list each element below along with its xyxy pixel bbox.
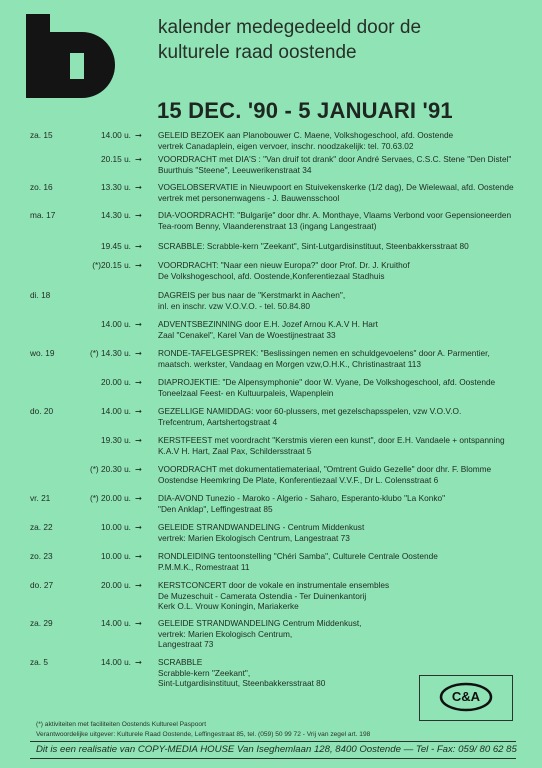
event-time: 14.30 u. xyxy=(101,210,131,220)
event-line: KERSTFEEST met voordracht "Kerstmis vieren een kunst", door E.H. Vandaele + ontspanning xyxy=(158,435,505,445)
event-description xyxy=(158,348,528,369)
event-line: VOORDRACHT met dokumentatiemateriaal, "Omtrent Guido Gezelle" door dhr. F. Blomme xyxy=(158,464,492,474)
event-line: ADVENTSBEZINNING door E.H. Jozef Arnou K.A.V H. Hart xyxy=(158,319,378,329)
event-description xyxy=(158,493,528,514)
event-line: Zaal "Cenakel", Karel Van de Woestijnestraat 33 xyxy=(158,329,336,340)
event-line: vertrek Canadaplein, eigen vervoer, inschr. noodzakelijk: tel. 70.63.02 xyxy=(158,140,414,151)
event-description xyxy=(158,241,528,252)
header-line-1: kalender medegedeeld door de xyxy=(158,17,422,38)
sponsor-box xyxy=(419,675,513,721)
arrow-icon: ➞ xyxy=(135,130,142,140)
event-time: (*) 20.00 u. xyxy=(89,493,131,503)
event-line: De Volkshogeschool, afd. Oostende,Konferentiezaal Stadhuis xyxy=(158,270,385,281)
event-time: 20.15 u. xyxy=(101,154,131,164)
event-time: 10.00 u. xyxy=(101,522,131,532)
event-line: GELEID BEZOEK aan Planobouwer C. Maene, Volkshogeschool, afd. Oostende xyxy=(158,130,454,140)
event-day: za. 5 xyxy=(30,657,48,667)
event-line: DIA-VOORDRACHT: "Bulgarije" door dhr. A. Monthaye, Vlaams Verbond voor Gepensioneerden xyxy=(158,210,512,220)
event-line: Trefcentrum, Aartshertogstraat 4 xyxy=(158,416,278,427)
event-day: wo. 19 xyxy=(30,348,55,358)
arrow-icon: ➞ xyxy=(135,406,142,416)
event-time: 14.00 u. xyxy=(101,657,131,667)
event-line: DAGREIS per bus naar de "Kerstmarkt in Aachen", xyxy=(158,290,346,300)
arrow-icon: ➞ xyxy=(135,580,142,590)
event-line: VOGELOBSERVATIE in Nieuwpoort en Stuivekenskerke (1/2 dag), De Wielewaal, afd. Oostende xyxy=(158,182,514,192)
event-day: do. 27 xyxy=(30,580,54,590)
event-day: zo. 23 xyxy=(30,551,53,561)
event-line: SCRABBLE xyxy=(158,657,203,667)
arrow-icon: ➞ xyxy=(135,210,142,220)
footer-text: Dit is een realisatie van COPY-MEDIA HOUSE Van Iseghemlaan 128, 8400 Oostende — Tel - Fax: 059/ 80 62 85 xyxy=(36,744,517,755)
event-description xyxy=(158,210,528,231)
arrow-icon: ➞ xyxy=(135,319,142,329)
event-line: RONDLEIDING tentoonstelling "Chéri Samba", Culturele Centrale Oostende xyxy=(158,551,438,561)
event-line: GELEIDE STRANDWANDELING - Centrum Middenkust xyxy=(158,522,365,532)
event-line: maatsch. werkster, Vandaag en Morgen vzw,O.H.K., Christinastraat 113 xyxy=(158,358,422,369)
arrow-icon: ➞ xyxy=(135,657,142,667)
event-line: K.A.V H. Hart, Zaal Pax, Schildersstraat 5 xyxy=(158,445,312,456)
event-line: RONDE-TAFELGESPREK: "Beslissingen nemen en schuldgevoelens" door A. Parmentier, xyxy=(158,348,490,358)
event-description xyxy=(158,154,528,175)
event-line: De Muzeschuit - Camerata Ostendia - Ter Duinenkantorij xyxy=(158,590,367,601)
arrow-icon: ➞ xyxy=(135,618,142,628)
event-time: (*) 20.30 u. xyxy=(89,464,131,474)
event-day: do. 20 xyxy=(30,406,54,416)
arrow-icon: ➞ xyxy=(135,493,142,503)
event-line: "Den Anklap", Leffingestraat 85 xyxy=(158,503,273,514)
event-time: 13.30 u. xyxy=(101,182,131,192)
header-line-2: kulturele raad oostende xyxy=(158,42,357,63)
event-line: VOORDRACHT: "Naar een nieuw Europa?" door Prof. Dr. J. Kruithof xyxy=(158,260,410,270)
event-line: GEZELLIGE NAMIDDAG: voor 60-plussers, met gezelschapsspelen, vzw V.O.V.O. xyxy=(158,406,462,416)
ca-logo-text: C&A xyxy=(451,689,481,704)
event-description xyxy=(158,182,528,203)
event-line: inl. en inschr. vzw V.O.V.O. - tel. 50.84.80 xyxy=(158,300,311,311)
event-line: Langestraat 73 xyxy=(158,639,214,650)
event-time: 14.00 u. xyxy=(101,406,131,416)
event-description xyxy=(158,406,528,427)
arrow-icon: ➞ xyxy=(135,241,142,251)
arrow-icon: ➞ xyxy=(135,435,142,445)
event-day: za. 22 xyxy=(30,522,53,532)
event-line: vertrek: Marien Ekologisch Centrum, Langestraat 73 xyxy=(158,532,350,543)
event-line: Toneelzaal Feest- en Kultuurpaleis, Wapenplein xyxy=(158,387,334,398)
event-line: KERSTCONCERT door de vokale en instrumentale ensembles xyxy=(158,580,390,590)
event-day: di. 18 xyxy=(30,290,51,300)
arrow-icon: ➞ xyxy=(135,348,142,358)
arrow-icon: ➞ xyxy=(135,260,142,270)
event-day: vr. 21 xyxy=(30,493,51,503)
event-line: Scrabble-kern "Zeekant", xyxy=(158,667,251,678)
event-line: vertrek: Marien Ekologisch Centrum, xyxy=(158,628,293,639)
event-line: Kerk O.L. Vrouw Koningin, Mariakerke xyxy=(158,601,299,612)
event-description xyxy=(158,377,528,398)
footer-bar xyxy=(30,741,516,759)
event-day: za. 29 xyxy=(30,618,53,628)
event-time: (*)20.15 u. xyxy=(92,260,131,270)
event-time: 10.00 u. xyxy=(101,551,131,561)
arrow-icon: ➞ xyxy=(135,182,142,192)
event-time: 19.45 u. xyxy=(101,241,131,251)
event-day: ma. 17 xyxy=(30,210,56,220)
event-description xyxy=(158,464,528,485)
event-line: Buurthuis "Steene", Leeuwerikenstraat 34 xyxy=(158,164,312,175)
arrow-icon: ➞ xyxy=(135,464,142,474)
event-description xyxy=(158,580,528,612)
arrow-icon: ➞ xyxy=(135,154,142,164)
date-range: 15 DEC. '90 - 5 JANUARI '91 xyxy=(157,98,453,123)
arrow-icon: ➞ xyxy=(135,522,142,532)
event-description xyxy=(158,260,528,281)
event-time: 14.00 u. xyxy=(101,130,131,140)
event-description xyxy=(158,618,528,650)
event-description xyxy=(158,290,528,311)
event-line: DIAPROJEKTIE: "De Alpensymphonie" door W. Vyane, De Volkshogeschool, afd. Oostende xyxy=(158,377,496,387)
event-line: VOORDRACHT met DIA'S : "Van druif tot drank" door André Servaes, C.S.C. Stene "Den Distel" xyxy=(158,154,512,164)
event-line: GELEIDE STRANDWANDELING Centrum Middenkust, xyxy=(158,618,362,628)
event-line: SCRABBLE: Scrabble-kern "Zeekant", Sint-Lutgardisinstituut, Steenbakkersstraat 80 xyxy=(158,241,469,251)
event-day: zo. 16 xyxy=(30,182,53,192)
event-line: Oostendse Heemkring De Plate, Konferentiezaal V.V.F., Dr L. Colensstraat 6 xyxy=(158,474,439,485)
event-time: 20.00 u. xyxy=(101,377,131,387)
event-time: 20.00 u. xyxy=(101,580,131,590)
footnote-publisher: Verantwoordelijke uitgever: Kulturele Raad Oostende, Leffingestraat 85, tel. (059) 50 99 72 - Vrij van zegel art. 198 xyxy=(36,731,371,738)
arrow-icon: ➞ xyxy=(135,377,142,387)
event-time: 19.30 u. xyxy=(101,435,131,445)
footnote-passport: (*) aktiviteiten met faciliteiten Oostends Kultureel Paspoort xyxy=(36,721,207,728)
event-line: DIA-AVOND Tunezio - Maroko - Algerio - Saharo, Esperanto-klubo "La Konko" xyxy=(158,493,446,503)
event-description xyxy=(158,130,528,151)
event-time: 14.00 u. xyxy=(101,618,131,628)
event-line: Tea-room Benny, Vlaanderenstraat 13 (ingang Langestraat) xyxy=(158,220,377,231)
event-description xyxy=(158,435,528,456)
event-time: (*) 14.30 u. xyxy=(89,348,131,358)
event-line: P.M.M.K., Romestraat 11 xyxy=(158,561,250,572)
event-line: Sint-Lutgardisinstituut, Steenbakkersstraat 80 xyxy=(158,678,326,689)
event-line: vertrek met personenwagens - J. Bauwensschool xyxy=(158,192,340,203)
arrow-icon: ➞ xyxy=(135,551,142,561)
event-description xyxy=(158,319,528,340)
event-description xyxy=(158,522,528,543)
event-description xyxy=(158,551,528,572)
event-time: 14.00 u. xyxy=(101,319,131,329)
event-day: za. 15 xyxy=(30,130,53,140)
